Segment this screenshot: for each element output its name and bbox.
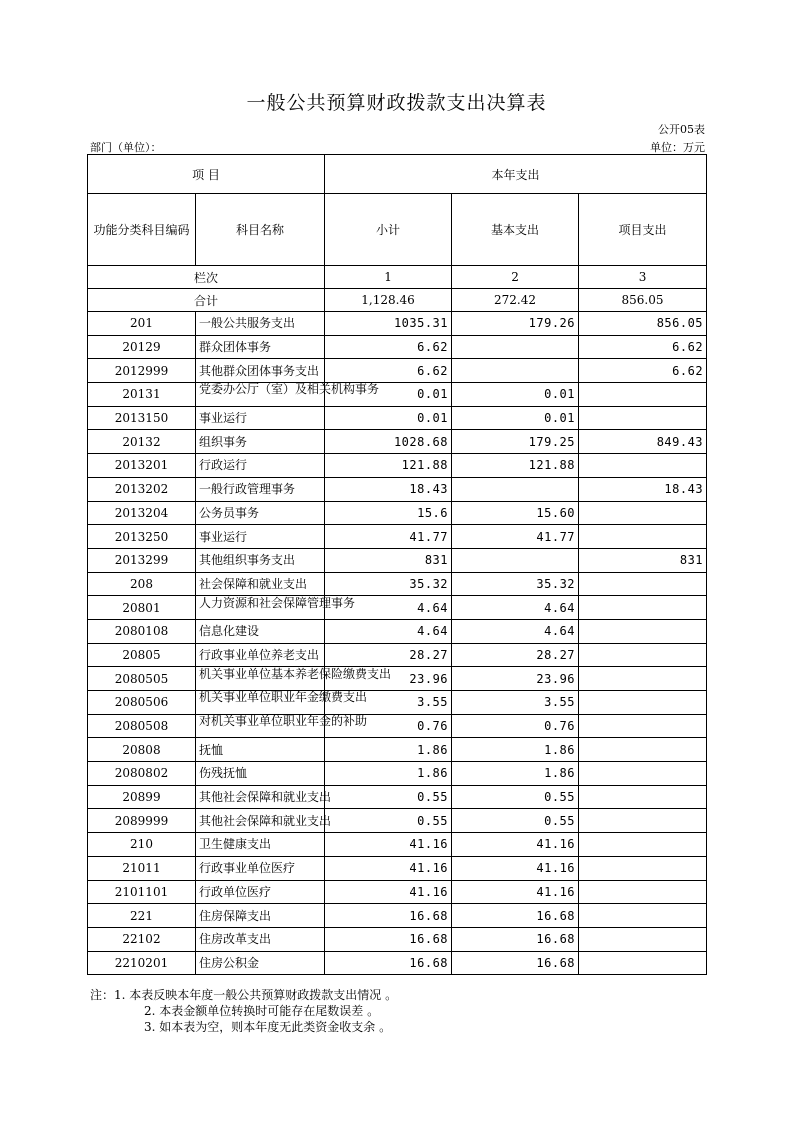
row-subject-name-text: 组织事务 <box>199 434 248 449</box>
row-subtotal: 4.64 <box>325 596 452 620</box>
row-subject-name <box>196 951 325 975</box>
row-subject-name <box>196 643 325 667</box>
row-subtotal: 18.43 <box>325 477 452 501</box>
row-basic: 1.86 <box>452 738 579 762</box>
row-subject-name <box>196 690 368 715</box>
row-subtotal: 3.55 <box>325 691 452 715</box>
row-subject-name-text: 住房公积金 <box>199 955 260 970</box>
row-basic: 179.25 <box>452 430 579 454</box>
row-basic: 1.86 <box>452 762 579 786</box>
expenditure-table <box>87 154 707 975</box>
row-project: 18.43 <box>579 477 707 501</box>
row-project <box>579 619 707 643</box>
row-subject-name-text: 抚恤 <box>199 742 224 757</box>
row-basic: 41.16 <box>452 880 579 904</box>
row-subject-name-text: 伤残抚恤 <box>199 766 248 781</box>
row-project <box>579 762 707 786</box>
header-project: 项目支出 <box>579 194 707 266</box>
row-code: 2210201 <box>88 951 196 975</box>
row-subject-name-text: 其他群众团体事务支出 <box>199 363 320 378</box>
row-subject-name-text: 一般公共服务支出 <box>199 316 296 331</box>
row-subject-name <box>196 501 325 525</box>
table-row <box>88 904 707 928</box>
row-code: 201 <box>88 312 196 336</box>
row-project <box>579 785 707 809</box>
table-row <box>88 643 707 667</box>
row-project <box>579 833 707 857</box>
column-2: 2 <box>452 266 579 289</box>
row-project <box>579 643 707 667</box>
row-subtotal: 15.6 <box>325 501 452 525</box>
table-row <box>88 430 707 454</box>
table-row <box>88 619 707 643</box>
table-row <box>88 383 707 407</box>
table-row <box>88 312 707 336</box>
row-subject-name <box>196 406 325 430</box>
table-row <box>88 454 707 478</box>
row-subtotal: 0.55 <box>325 785 452 809</box>
row-project <box>579 383 707 407</box>
row-subject-name <box>196 595 356 620</box>
row-basic <box>452 477 579 501</box>
row-subject-name-text: 其他社会保障和就业支出 <box>199 790 332 805</box>
row-subtotal: 4.64 <box>325 619 452 643</box>
row-basic: 0.55 <box>452 809 579 833</box>
row-code: 221 <box>88 904 196 928</box>
row-basic: 0.01 <box>452 383 579 407</box>
row-subject-name <box>196 666 392 691</box>
row-project <box>579 454 707 478</box>
row-subject-name-text: 社会保障和就业支出 <box>199 576 308 591</box>
row-subject-name-text: 机关事业单位职业年金缴费支出 <box>199 690 368 705</box>
row-basic: 0.55 <box>452 785 579 809</box>
table-row <box>88 833 707 857</box>
column-number-row <box>88 266 707 289</box>
row-code: 22102 <box>88 927 196 951</box>
row-subject-name <box>196 738 325 762</box>
row-subtotal: 1.86 <box>325 738 452 762</box>
total-basic: 272.42 <box>452 289 579 312</box>
row-subtotal: 1028.68 <box>325 430 452 454</box>
row-subject-name-text: 住房改革支出 <box>199 932 272 947</box>
table-row <box>88 477 707 501</box>
row-subject-name-text: 群众团体事务 <box>199 340 272 355</box>
row-subject-name <box>196 477 325 501</box>
row-subtotal: 0.76 <box>325 714 452 738</box>
row-code: 20801 <box>88 596 196 620</box>
row-subject-name-text: 其他组织事务支出 <box>199 553 296 568</box>
row-subtotal: 0.01 <box>325 406 452 430</box>
row-subject-name-text: 党委办公厅（室）及相关机构事务 <box>199 382 380 397</box>
row-project: 831 <box>579 548 707 572</box>
row-code: 21011 <box>88 856 196 880</box>
row-subject-name-text: 公务员事务 <box>199 505 260 520</box>
header-this-year: 本年支出 <box>325 155 707 194</box>
row-code: 20129 <box>88 335 196 359</box>
row-basic: 23.96 <box>452 667 579 691</box>
row-subtotal: 41.16 <box>325 880 452 904</box>
row-subtotal: 16.68 <box>325 927 452 951</box>
row-subtotal: 6.62 <box>325 335 452 359</box>
row-basic <box>452 335 579 359</box>
row-code: 2013299 <box>88 548 196 572</box>
row-subject-name <box>196 382 380 407</box>
row-subject-name-text: 事业运行 <box>199 411 248 426</box>
row-code: 2013204 <box>88 501 196 525</box>
row-project <box>579 904 707 928</box>
total-row <box>88 289 707 312</box>
row-basic: 0.01 <box>452 406 579 430</box>
page-title: 一般公共预算财政拨款支出决算表 <box>246 92 547 114</box>
table-row <box>88 596 707 620</box>
footnote-1: 注：1. 本表反映本年度一般公共预算财政拨款支出情况 。 <box>90 988 398 1002</box>
row-code: 2013202 <box>88 477 196 501</box>
total-subtotal: 1,128.46 <box>325 289 452 312</box>
row-basic: 0.76 <box>452 714 579 738</box>
row-subtotal: 35.32 <box>325 572 452 596</box>
row-subtotal: 16.68 <box>325 951 452 975</box>
row-subject-name <box>196 856 325 880</box>
row-subject-name <box>196 619 325 643</box>
unit-label: 单位：万元 <box>650 141 705 154</box>
table-row <box>88 856 707 880</box>
row-subject-name <box>196 572 325 596</box>
row-project <box>579 691 707 715</box>
table-row <box>88 951 707 975</box>
row-project <box>579 596 707 620</box>
row-basic: 15.60 <box>452 501 579 525</box>
table-row <box>88 501 707 525</box>
row-subject-name-text: 事业运行 <box>199 529 248 544</box>
row-code: 2080802 <box>88 762 196 786</box>
row-basic: 4.64 <box>452 596 579 620</box>
row-subject-name <box>196 430 325 454</box>
row-basic: 41.16 <box>452 833 579 857</box>
row-subtotal: 41.16 <box>325 856 452 880</box>
total-project: 856.05 <box>579 289 707 312</box>
row-subject-name-text: 信息化建设 <box>199 624 260 639</box>
row-basic: 41.77 <box>452 525 579 549</box>
row-project: 6.62 <box>579 335 707 359</box>
row-subject-name-text: 对机关事业单位职业年金的补助 <box>199 714 368 729</box>
table-row <box>88 525 707 549</box>
row-subject-name-text: 卫生健康支出 <box>199 837 272 852</box>
table-row <box>88 572 707 596</box>
row-project <box>579 880 707 904</box>
row-basic: 179.26 <box>452 312 579 336</box>
header-row-2 <box>88 194 707 266</box>
row-subtotal: 121.88 <box>325 454 452 478</box>
row-code: 2080505 <box>88 667 196 691</box>
row-project <box>579 525 707 549</box>
row-project <box>579 714 707 738</box>
row-subject-name <box>196 335 325 359</box>
table-row <box>88 738 707 762</box>
row-basic: 16.68 <box>452 951 579 975</box>
header-subtotal: 小计 <box>325 194 452 266</box>
row-subject-name <box>196 312 325 336</box>
table-row <box>88 762 707 786</box>
footnote-2: 2. 本表金额单位转换时可能存在尾数误差 。 <box>144 1004 380 1018</box>
header-row-1 <box>88 155 707 194</box>
total-label: 合计 <box>88 289 325 312</box>
row-subtotal: 0.55 <box>325 809 452 833</box>
column-1: 1 <box>325 266 452 289</box>
row-code: 2013201 <box>88 454 196 478</box>
row-code: 20131 <box>88 383 196 407</box>
row-basic <box>452 548 579 572</box>
row-subject-name <box>196 454 325 478</box>
row-code: 208 <box>88 572 196 596</box>
table-row <box>88 809 707 833</box>
form-number: 公开05表 <box>658 123 705 136</box>
row-code: 210 <box>88 833 196 857</box>
row-project <box>579 572 707 596</box>
row-subject-name <box>196 880 325 904</box>
row-basic: 4.64 <box>452 619 579 643</box>
row-subtotal: 28.27 <box>325 643 452 667</box>
row-basic: 3.55 <box>452 691 579 715</box>
table-row <box>88 785 707 809</box>
row-project: 849.43 <box>579 430 707 454</box>
table-row <box>88 714 707 738</box>
row-subject-name-text: 机关事业单位基本养老保险缴费支出 <box>199 666 392 681</box>
table-row <box>88 691 707 715</box>
row-subject-name-text: 一般行政管理事务 <box>199 482 296 497</box>
row-subtotal: 16.68 <box>325 904 452 928</box>
table-row <box>88 880 707 904</box>
row-subtotal: 23.96 <box>325 667 452 691</box>
header-subject-name: 科目名称 <box>196 194 325 266</box>
row-code: 2013250 <box>88 525 196 549</box>
row-subtotal: 831 <box>325 548 452 572</box>
footnotes <box>90 987 397 1035</box>
row-subtotal: 1035.31 <box>325 312 452 336</box>
row-project: 6.62 <box>579 359 707 383</box>
row-code: 20805 <box>88 643 196 667</box>
row-code: 20899 <box>88 785 196 809</box>
row-subtotal: 41.77 <box>325 525 452 549</box>
row-subject-name-text: 行政单位医疗 <box>199 884 272 899</box>
row-basic: 121.88 <box>452 454 579 478</box>
row-basic: 16.68 <box>452 904 579 928</box>
row-subject-name <box>196 904 325 928</box>
row-subject-name <box>196 714 368 738</box>
row-project <box>579 406 707 430</box>
row-project <box>579 856 707 880</box>
row-project: 856.05 <box>579 312 707 336</box>
row-subtotal: 6.62 <box>325 359 452 383</box>
row-subtotal: 41.16 <box>325 833 452 857</box>
footnote-3: 3. 如本表为空，则本年度无此类资金收支余 。 <box>144 1020 392 1034</box>
row-basic: 28.27 <box>452 643 579 667</box>
row-subject-name <box>196 359 325 383</box>
row-subject-name <box>196 785 332 809</box>
table-row <box>88 359 707 383</box>
table-row <box>88 406 707 430</box>
row-subject-name-text: 其他社会保障和就业支出 <box>199 813 332 828</box>
row-code: 2089999 <box>88 809 196 833</box>
row-project <box>579 809 707 833</box>
row-subtotal: 0.01 <box>325 383 452 407</box>
row-code: 20808 <box>88 738 196 762</box>
row-code: 2101101 <box>88 880 196 904</box>
row-code: 2080108 <box>88 619 196 643</box>
header-func-code: 功能分类科目编码 <box>88 194 196 266</box>
row-subject-name-text: 行政运行 <box>199 458 248 473</box>
row-subject-name <box>196 833 325 857</box>
table-row <box>88 927 707 951</box>
row-project <box>579 501 707 525</box>
header-basic: 基本支出 <box>452 194 579 266</box>
row-subject-name <box>196 762 325 786</box>
row-subject-name <box>196 809 332 833</box>
column-label: 栏次 <box>88 266 325 289</box>
row-basic: 16.68 <box>452 927 579 951</box>
row-code: 2013150 <box>88 406 196 430</box>
row-subject-name <box>196 548 325 572</box>
column-3: 3 <box>579 266 707 289</box>
row-subject-name-text: 住房保障支出 <box>199 908 272 923</box>
header-item: 项 目 <box>88 155 325 194</box>
table-row <box>88 667 707 691</box>
table-row <box>88 548 707 572</box>
row-basic: 41.16 <box>452 856 579 880</box>
table-row <box>88 335 707 359</box>
row-code: 20132 <box>88 430 196 454</box>
department-label: 部门（单位）： <box>90 141 162 154</box>
row-code: 2012999 <box>88 359 196 383</box>
row-project <box>579 667 707 691</box>
row-subtotal: 1.86 <box>325 762 452 786</box>
row-subject-name-text: 行政事业单位养老支出 <box>199 647 320 662</box>
row-project <box>579 738 707 762</box>
row-basic: 35.32 <box>452 572 579 596</box>
row-code: 2080508 <box>88 714 196 738</box>
row-subject-name <box>196 525 325 549</box>
row-subject-name <box>196 927 325 951</box>
row-subject-name-text: 行政事业单位医疗 <box>199 861 296 876</box>
row-project <box>579 951 707 975</box>
row-basic <box>452 359 579 383</box>
row-code: 2080506 <box>88 691 196 715</box>
row-subject-name-text: 人力资源和社会保障管理事务 <box>199 595 356 610</box>
row-project <box>579 927 707 951</box>
